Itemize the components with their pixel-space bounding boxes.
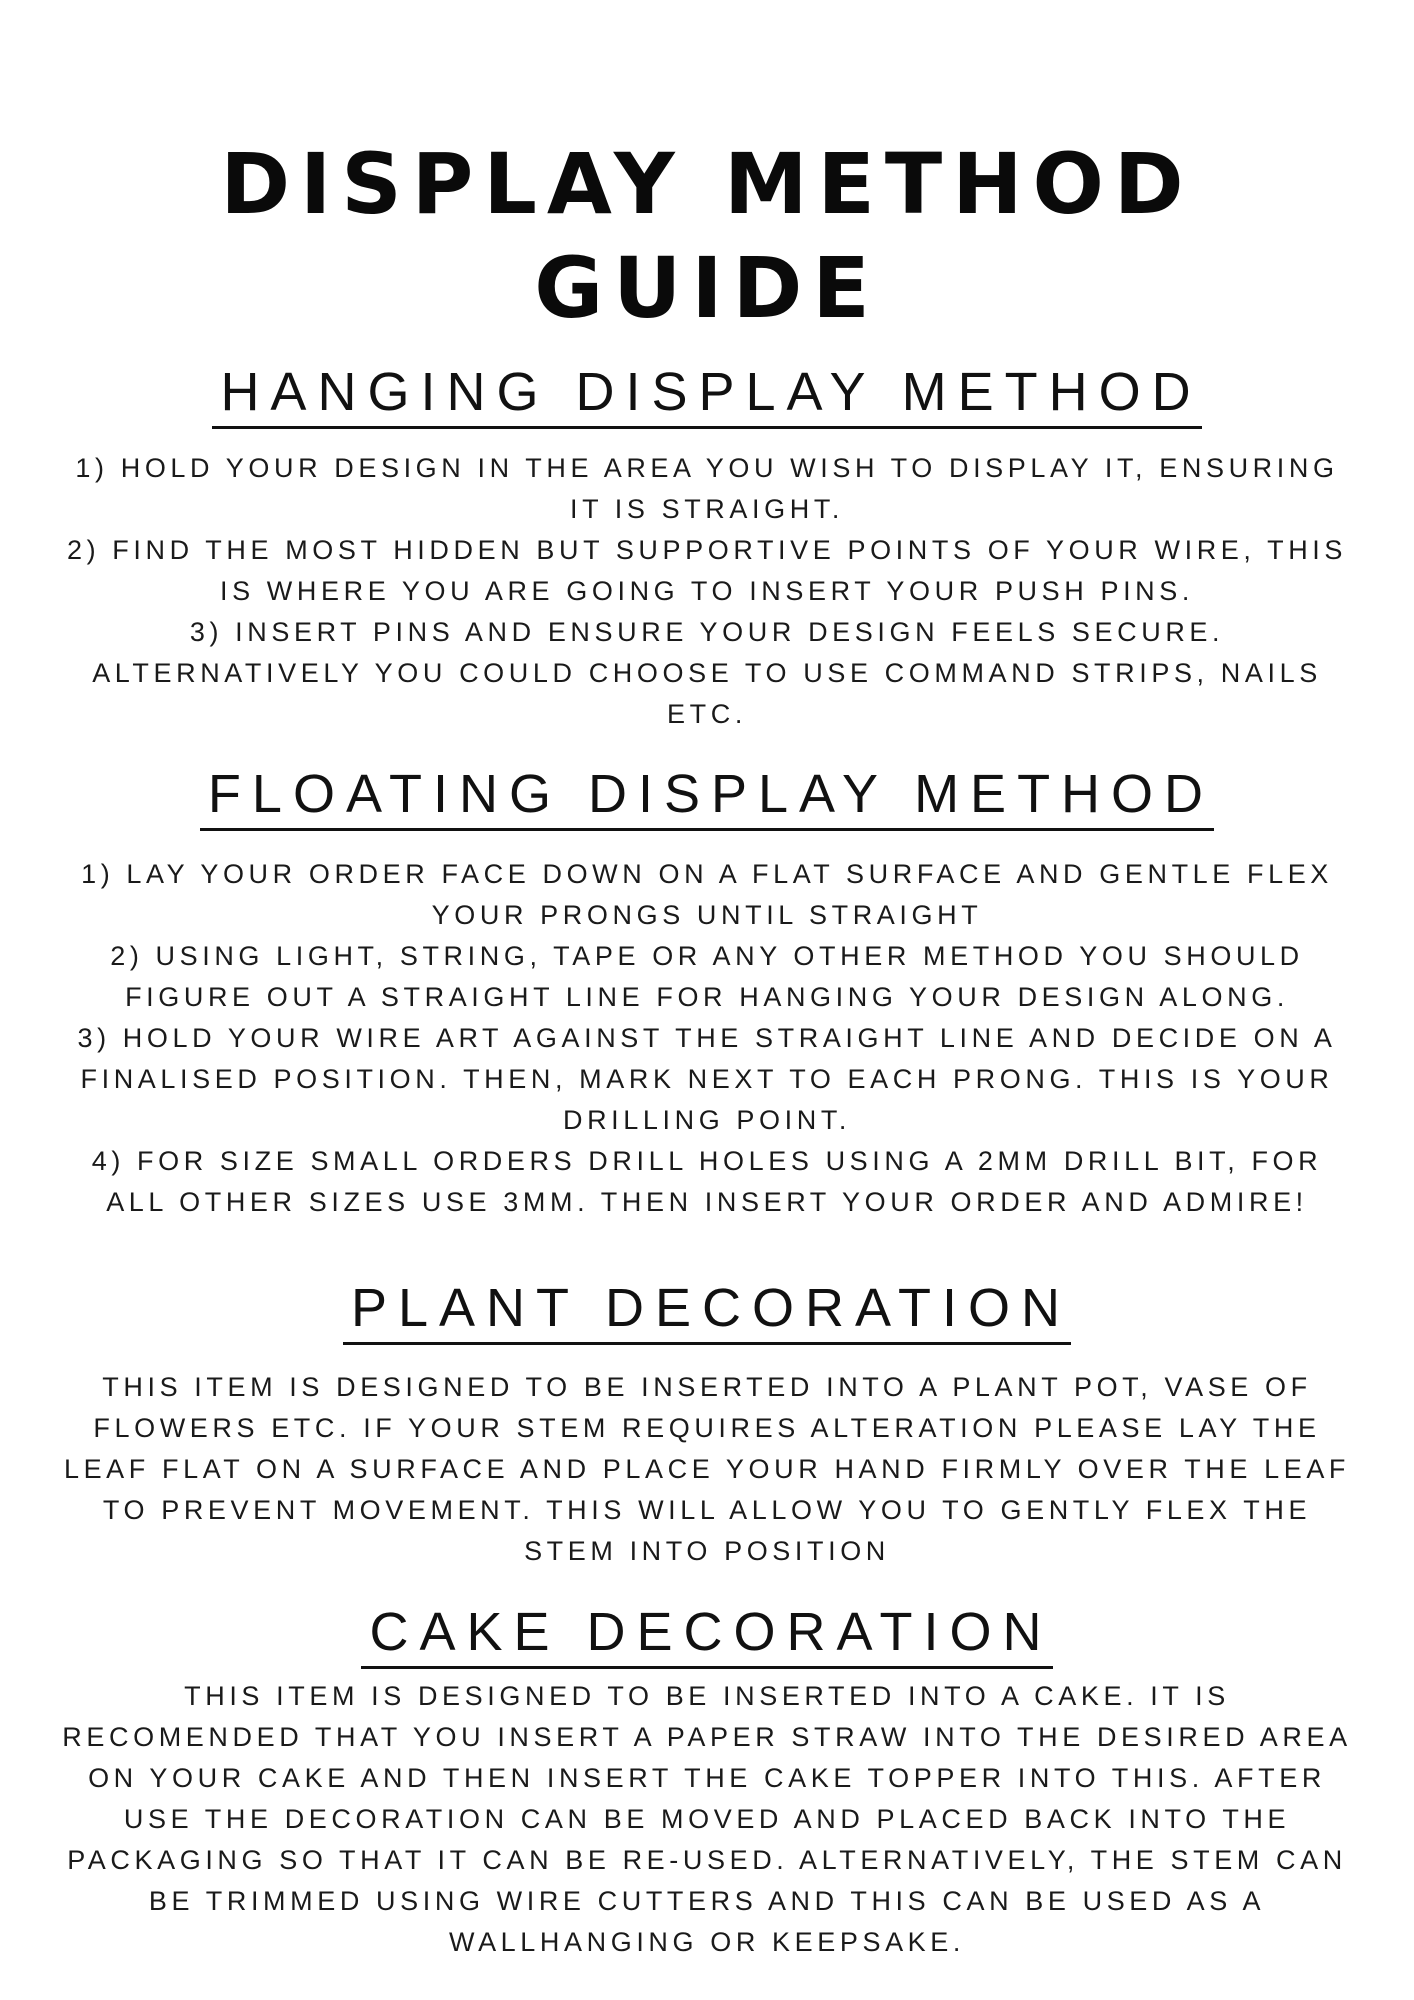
instruction-line: LEAF FLAT ON A SURFACE AND PLACE YOUR HAND FIRMLY OVER THE LEAF [63, 1454, 1351, 1484]
instruction-line: 2) FIND THE MOST HIDDEN BUT SUPPORTIVE POINTS OF YOUR WIRE, THIS [66, 535, 1348, 565]
instruction-line: ON YOUR CAKE AND THEN INSERT THE CAKE TOPPER INTO THIS. AFTER [88, 1763, 1326, 1793]
plant-decoration-heading-text: PLANT DECORATION [343, 1276, 1071, 1345]
plant-decoration-heading [0, 1276, 1414, 1345]
cake-decoration-instructions [50, 1676, 1364, 1963]
floating-method-heading [0, 762, 1414, 831]
instruction-line: 1) LAY YOUR ORDER FACE DOWN ON A FLAT SURFACE AND GENTLE FLEX [81, 859, 1333, 889]
instruction-line: 3) INSERT PINS AND ENSURE YOUR DESIGN FEELS SECURE. [189, 617, 1225, 647]
instruction-line: FINALISED POSITION. THEN, MARK NEXT TO EACH PRONG. THIS IS YOUR [80, 1064, 1334, 1094]
instruction-line: 2) USING LIGHT, STRING, TAPE OR ANY OTHER METHOD YOU SHOULD [110, 941, 1304, 971]
instruction-line: STEM INTO POSITION [524, 1536, 890, 1566]
hanging-method-heading-text: HANGING DISPLAY METHOD [212, 360, 1201, 429]
instruction-line: 3) HOLD YOUR WIRE ART AGAINST THE STRAIGHT LINE AND DECIDE ON A [77, 1023, 1337, 1053]
instruction-line: BE TRIMMED USING WIRE CUTTERS AND THIS CAN BE USED AS A [148, 1886, 1266, 1916]
instruction-line: FIGURE OUT A STRAIGHT LINE FOR HANGING YOUR DESIGN ALONG. [125, 982, 1289, 1012]
instruction-line: 4) FOR SIZE SMALL ORDERS DRILL HOLES USING A 2MM DRILL BIT, FOR [91, 1146, 1323, 1176]
hanging-method-heading [0, 360, 1414, 429]
instruction-line: IT IS STRAIGHT. [569, 494, 845, 524]
instruction-line: TO PREVENT MOVEMENT. THIS WILL ALLOW YOU TO GENTLY FLEX THE [102, 1495, 1312, 1525]
instruction-line: WALLHANGING OR KEEPSAKE. [448, 1927, 965, 1957]
page-title-line-2: GUIDE [534, 239, 880, 337]
instruction-line: 1) HOLD YOUR DESIGN IN THE AREA YOU WISH TO DISPLAY IT, ENSURING [75, 453, 1339, 483]
instruction-line: USE THE DECORATION CAN BE MOVED AND PLACED BACK INTO THE [123, 1804, 1291, 1834]
cake-decoration-heading-text: CAKE DECORATION [361, 1600, 1052, 1669]
instruction-line: DRILLING POINT. [562, 1105, 852, 1135]
hanging-method-instructions [50, 448, 1364, 735]
instruction-line: THIS ITEM IS DESIGNED TO BE INSERTED INTO A CAKE. IT IS [184, 1681, 1230, 1711]
instruction-line: ETC. [667, 699, 747, 729]
page-title [0, 132, 1414, 340]
page-title-line-1: DISPLAY METHOD [220, 135, 1194, 233]
instruction-line: FLOWERS ETC. IF YOUR STEM REQUIRES ALTERATION PLEASE LAY THE [93, 1413, 1321, 1443]
instruction-line: YOUR PRONGS UNTIL STRAIGHT [431, 900, 983, 930]
cake-decoration-heading [0, 1600, 1414, 1669]
instruction-line: RECOMENDED THAT YOU INSERT A PAPER STRAW INTO THE DESIRED AREA [62, 1722, 1352, 1752]
instruction-line: IS WHERE YOU ARE GOING TO INSERT YOUR PUSH PINS. [220, 576, 1194, 606]
instruction-line: ALL OTHER SIZES USE 3MM. THEN INSERT YOUR ORDER AND ADMIRE! [106, 1187, 1308, 1217]
instruction-line: PACKAGING SO THAT IT CAN BE RE-USED. ALTERNATIVELY, THE STEM CAN [67, 1845, 1347, 1875]
instruction-line: ALTERNATIVELY YOU COULD CHOOSE TO USE COMMAND STRIPS, NAILS [92, 658, 1322, 688]
floating-method-heading-text: FLOATING DISPLAY METHOD [200, 762, 1214, 831]
floating-method-instructions [50, 854, 1364, 1223]
plant-decoration-instructions [50, 1367, 1364, 1572]
instruction-line: THIS ITEM IS DESIGNED TO BE INSERTED INTO A PLANT POT, VASE OF [102, 1372, 1312, 1402]
